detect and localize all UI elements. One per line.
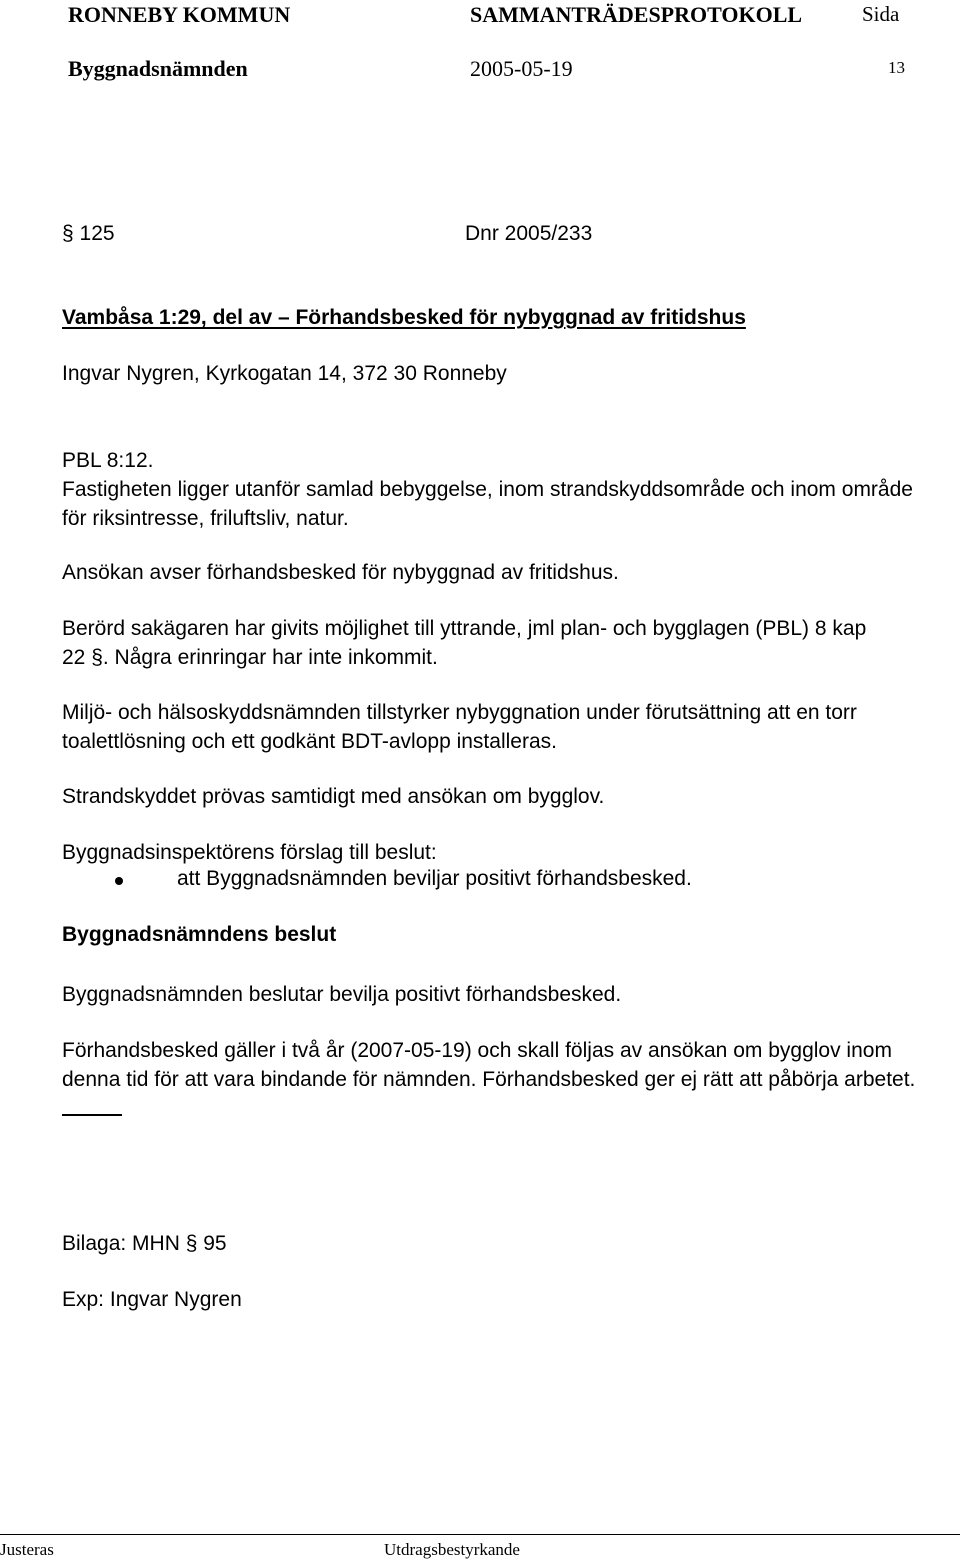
section-end-rule [62, 1114, 122, 1116]
validity-line-2: denna tid för att vara bindande för nämnden. Förhandsbesked ger ej rätt att påbörja arbetet. [62, 1068, 916, 1091]
neighbours-line-2: 22 §. Några erinringar har inte inkommit. [62, 646, 438, 669]
document-type: SAMMANTRÄDESPROTOKOLL [470, 2, 803, 27]
shore-protection-text: Strandskyddet prövas samtidigt med ansökan om bygglov. [62, 785, 605, 808]
environment-line-1: Miljö- och hälsoskyddsnämnden tillstyrker nybyggnation under förutsättning att en torr [62, 701, 857, 724]
proposal-intro [62, 838, 437, 867]
bullet-icon [115, 877, 123, 885]
property-line-1: Fastigheten ligger utanför samlad bebyggelse, inom strandskyddsområde och inom område [62, 478, 913, 501]
case-title: Vambåsa 1:29, del av – Förhandsbesked för nybyggnad av fritidshus [62, 306, 746, 329]
decision-text: Byggnadsnämnden beslutar bevilja positivt förhandsbesked. [62, 983, 622, 1006]
paragraph-property [62, 446, 913, 533]
footer-justeras: Justeras [0, 1540, 54, 1559]
paragraph-validity [62, 1036, 915, 1094]
neighbours-line-1: Berörd sakägaren har givits möjlighet till yttrande, jml plan- och bygglagen (PBL) 8 kap [62, 617, 867, 640]
footer-rule [0, 1534, 960, 1535]
organization-name: RONNEBY KOMMUN [68, 2, 291, 27]
property-line-2: för riksintresse, friluftsliv, natur. [62, 507, 349, 530]
paragraph-application [62, 558, 619, 587]
paragraph-decision [62, 980, 621, 1009]
committee-name: Byggnadsnämnden [68, 56, 248, 81]
proposal-item: att Byggnadsnämnden beviljar positivt förhandsbesked. [177, 867, 692, 890]
footer-utdrag: Utdragsbestyrkande [384, 1540, 520, 1559]
attachment: Bilaga: MHN § 95 [62, 1232, 227, 1255]
meeting-date: 2005-05-19 [470, 56, 573, 81]
page-number: 13 [888, 58, 905, 77]
section-number: § 125 [62, 222, 115, 245]
proposal-intro-text: Byggnadsinspektörens förslag till beslut: [62, 841, 437, 864]
paragraph-shore-protection [62, 782, 604, 811]
case-dnr: Dnr 2005/233 [465, 222, 593, 245]
pbl-reference: PBL 8:12. [62, 449, 154, 472]
application-text: Ansökan avser förhandsbesked för nybyggnad av fritidshus. [62, 561, 619, 584]
decision-heading: Byggnadsnämndens beslut [62, 923, 337, 946]
applicant: Ingvar Nygren, Kyrkogatan 14, 372 30 Ronneby [62, 362, 507, 385]
page-label: Sida [862, 2, 900, 26]
expedition: Exp: Ingvar Nygren [62, 1288, 242, 1311]
environment-line-2: toalettlösning och ett godkänt BDT-avlopp installeras. [62, 730, 557, 753]
paragraph-neighbours [62, 614, 866, 672]
paragraph-environment [62, 698, 857, 756]
validity-line-1: Förhandsbesked gäller i två år (2007-05-19) och skall följas av ansökan om bygglov inom [62, 1039, 892, 1062]
